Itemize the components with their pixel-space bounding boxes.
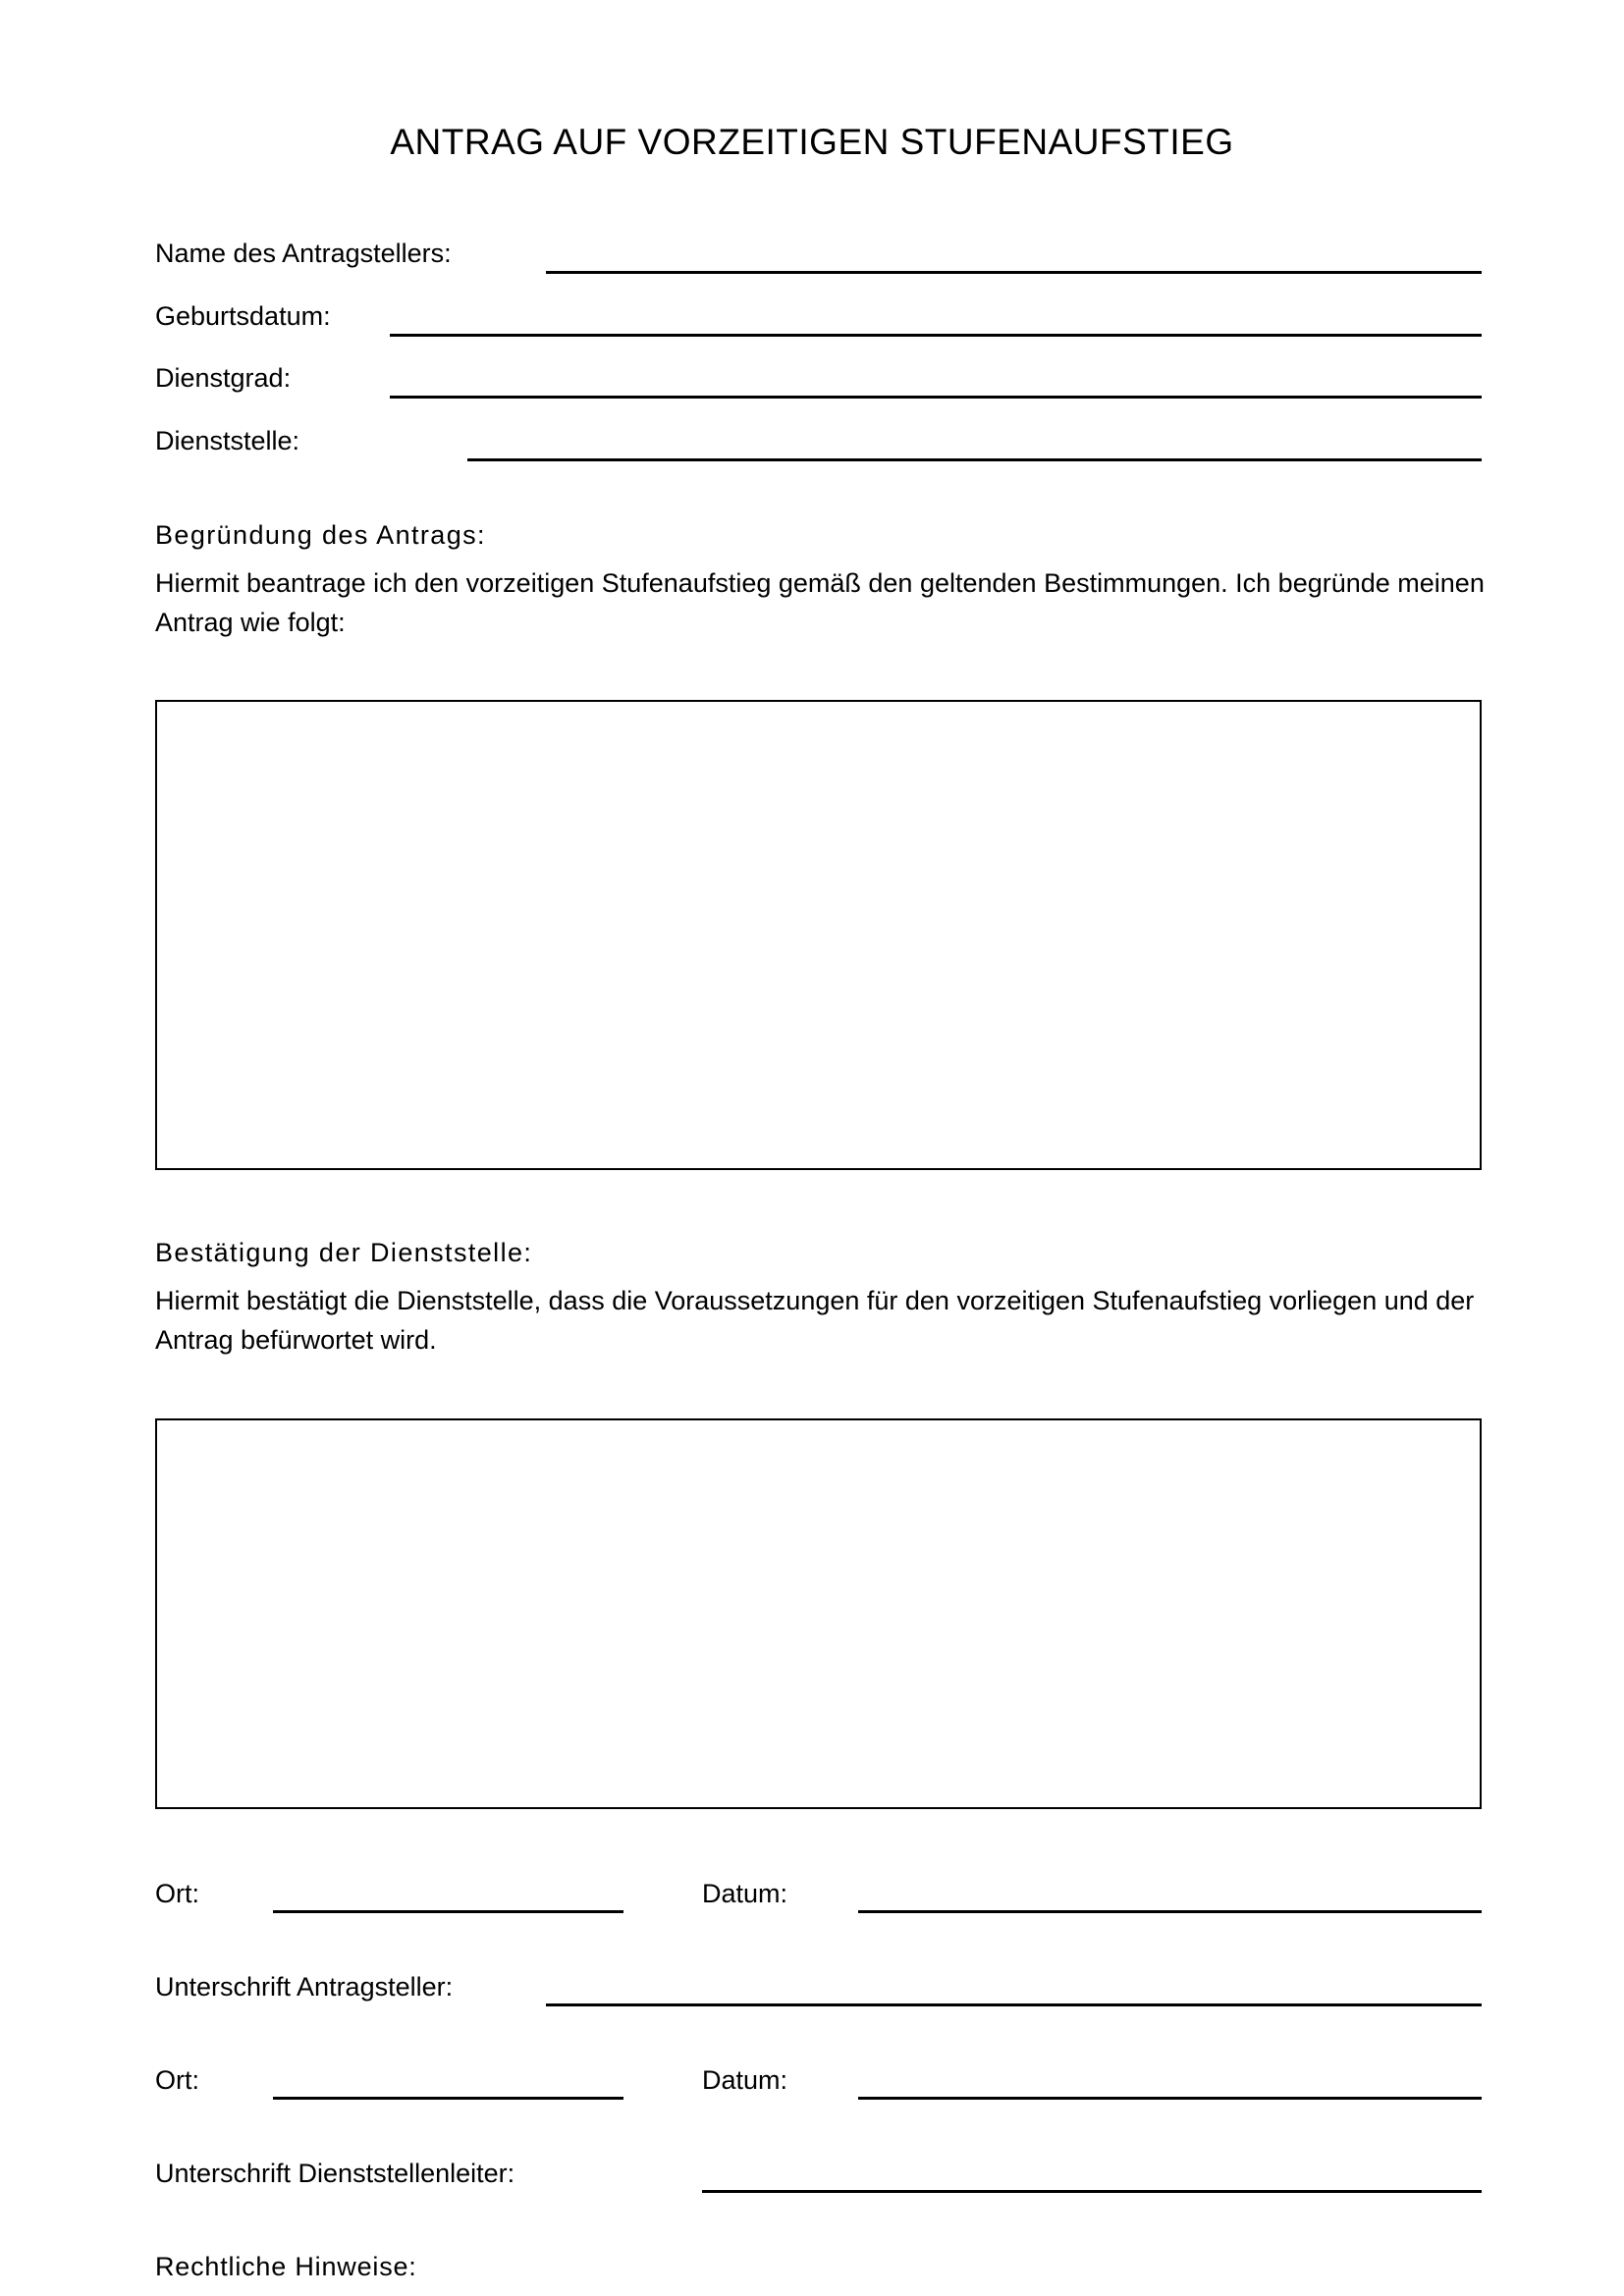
unterschrift-antragsteller-label: Unterschrift Antragsteller:: [155, 1972, 454, 2002]
datum-label-1: Datum:: [702, 1879, 788, 1908]
unterschrift-antragsteller-field[interactable]: [546, 2003, 1482, 2006]
page-title: ANTRAG AUF VORZEITIGEN STUFENAUFSTIEG: [390, 122, 1234, 162]
begruendung-textbox[interactable]: [155, 700, 1482, 1170]
unterschrift-dienststellenleiter-field[interactable]: [702, 2190, 1482, 2193]
ort-label-2: Ort:: [155, 2065, 199, 2095]
datum-field-1[interactable]: [858, 1910, 1482, 1913]
dienstgrad-field[interactable]: [390, 396, 1482, 399]
begruendung-text: Hiermit beantrage ich den vorzeitigen Stufenaufstieg gemäß den geltenden Bestimmungen. Ich begründe meinen Antrag wie folgt:: [155, 568, 1485, 637]
datum-label-2: Datum:: [702, 2065, 788, 2095]
hinweise-heading: Rechtliche Hinweise:: [155, 2252, 417, 2281]
ort-field-2[interactable]: [273, 2097, 623, 2100]
geburtsdatum-field[interactable]: [390, 334, 1482, 337]
dienstgrad-label: Dienstgrad:: [155, 363, 292, 393]
ort-field-1[interactable]: [273, 1910, 623, 1913]
dienststelle-field[interactable]: [467, 458, 1482, 461]
ort-label-1: Ort:: [155, 1879, 199, 1908]
begruendung-heading: Begründung des Antrags:: [155, 520, 486, 550]
dienststelle-label: Dienststelle:: [155, 426, 300, 455]
bestaetigung-heading: Bestätigung der Dienststelle:: [155, 1238, 533, 1267]
name-field[interactable]: [546, 271, 1482, 274]
unterschrift-dienststellenleiter-label: Unterschrift Dienststellenleiter:: [155, 2159, 515, 2188]
name-label: Name des Antragstellers:: [155, 239, 452, 268]
datum-field-2[interactable]: [858, 2097, 1482, 2100]
bestaetigung-textbox[interactable]: [155, 1418, 1482, 1809]
bestaetigung-text: Hiermit bestätigt die Dienststelle, dass die Voraussetzungen für den vorzeitigen Stufenaufstieg vorliegen und der Antrag befürwortet wird.: [155, 1286, 1475, 1355]
geburtsdatum-label: Geburtsdatum:: [155, 301, 331, 331]
